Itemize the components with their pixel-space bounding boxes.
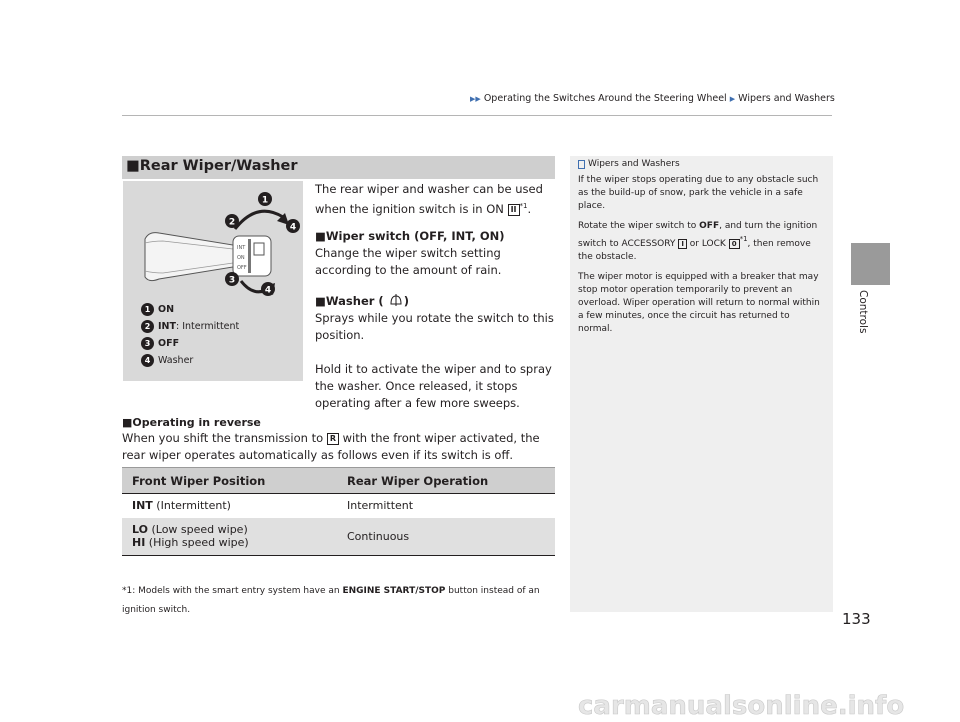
svg-text:4: 4: [264, 285, 272, 296]
bullet-square-icon: ■: [315, 294, 326, 308]
svg-text:4: 4: [289, 222, 297, 233]
svg-text:1: 1: [261, 195, 269, 206]
washer-body-2: Hold it to activate the wiper and to spray the washer. Once released, it stops operating after a few more sweeps.: [315, 362, 552, 410]
side-note-paragraph: If the wiper stops operating due to any obstacle such as the build-up of snow, park the vehicle in a safe place.: [578, 175, 819, 211]
wiper-switch-section: [315, 228, 555, 279]
wiper-switch-body: Change the wiper switch setting according to the amount of rain.: [315, 246, 502, 277]
reference-icon: [578, 160, 585, 169]
side-note-paragraph: Rotate the wiper switch to OFF, and turn the ignition switch to ACCESSORY I or LOCK 0$^{*1}$, then remove the obstacle.: [578, 221, 818, 262]
ignition-on-key: II: [508, 204, 520, 216]
lock-key: 0: [729, 239, 740, 249]
table-cell: Continuous: [337, 518, 555, 556]
chapter-label: Controls: [857, 290, 869, 334]
reverse-gear-key: R: [327, 433, 339, 445]
bullet-square-icon: ■: [122, 416, 133, 429]
breadcrumb-arrow-icon: ▶: [729, 95, 736, 103]
breadcrumb-item[interactable]: Operating the Switches Around the Steering Wheel: [483, 93, 727, 104]
washer-body-1: Sprays while you rotate the switch to this position.: [315, 311, 554, 342]
svg-text:OFF: OFF: [237, 265, 247, 271]
section-header: [122, 156, 555, 179]
breadcrumb-item[interactable]: Wipers and Washers: [738, 93, 835, 104]
wiper-switch-figure: [123, 181, 303, 381]
svg-text:3: 3: [228, 275, 236, 286]
washer-heading: ■Washer ( ): [315, 294, 409, 308]
washer-section: [315, 293, 555, 412]
table-row: [122, 518, 555, 556]
page-number: 133: [842, 610, 871, 628]
watermark-logo: [578, 690, 958, 720]
legend-item: 4 Washer: [141, 354, 193, 367]
svg-text:carmanualsonline.info: carmanualsonline.info: [578, 691, 905, 720]
chapter-tab: [851, 243, 890, 285]
table-cell: LO (Low speed wipe) HI (High speed wipe): [122, 518, 337, 556]
washer-symbol-icon: [388, 294, 404, 306]
header-divider: [122, 115, 832, 116]
rear-wiper-table: [122, 467, 555, 556]
table-cell: INT (Intermittent): [132, 499, 231, 513]
section-square-icon: ■: [126, 158, 140, 174]
table-row: [122, 494, 555, 518]
intro-paragraph: The rear wiper and washer can be used when the ignition switch is in ON II $^{*1}$.: [315, 182, 543, 216]
reverse-body: When you shift the transmission to R with the front wiper activated, the rear wiper operates automatically as follows even if its switch is off.: [122, 431, 540, 462]
table-header: Rear Wiper Operation: [337, 468, 555, 494]
wiper-switch-heading: ■Wiper switch (OFF, INT, ON): [315, 229, 505, 243]
section-title: ■Rear Wiper/Washer: [126, 158, 298, 174]
side-note-paragraph: The wiper motor is equipped with a breaker that may stop motor operation temporarily to prevent an overload. Wiper operation will return to normal within a few minutes, once the circuit has returned to normal.: [578, 272, 820, 334]
breadcrumb-arrow-icon: ▶▶: [470, 95, 481, 103]
footnote: *1: Models with the smart entry system have an ENGINE START/STOP button instead of an ignition switch.: [122, 586, 540, 615]
breadcrumb: [470, 93, 835, 104]
svg-text:2: 2: [228, 217, 236, 228]
table-header: Front Wiper Position: [122, 468, 337, 494]
accessory-key: I: [678, 239, 687, 249]
bullet-square-icon: ■: [315, 229, 326, 243]
table-cell: Intermittent: [347, 499, 414, 513]
side-notes-heading[interactable]: Wipers and Washers: [578, 159, 825, 169]
legend-item: 1 ON: [141, 303, 174, 316]
legend-item: 2 INT : Intermittent: [141, 320, 239, 333]
table-header-row: [122, 468, 555, 494]
wiper-lever-illustration: [123, 181, 303, 301]
legend-item: 3 OFF: [141, 337, 179, 350]
svg-text:INT: INT: [237, 245, 246, 251]
svg-text:ON: ON: [237, 255, 245, 261]
reverse-heading: ■Operating in reverse: [122, 416, 261, 429]
side-notes-panel: [570, 156, 833, 612]
